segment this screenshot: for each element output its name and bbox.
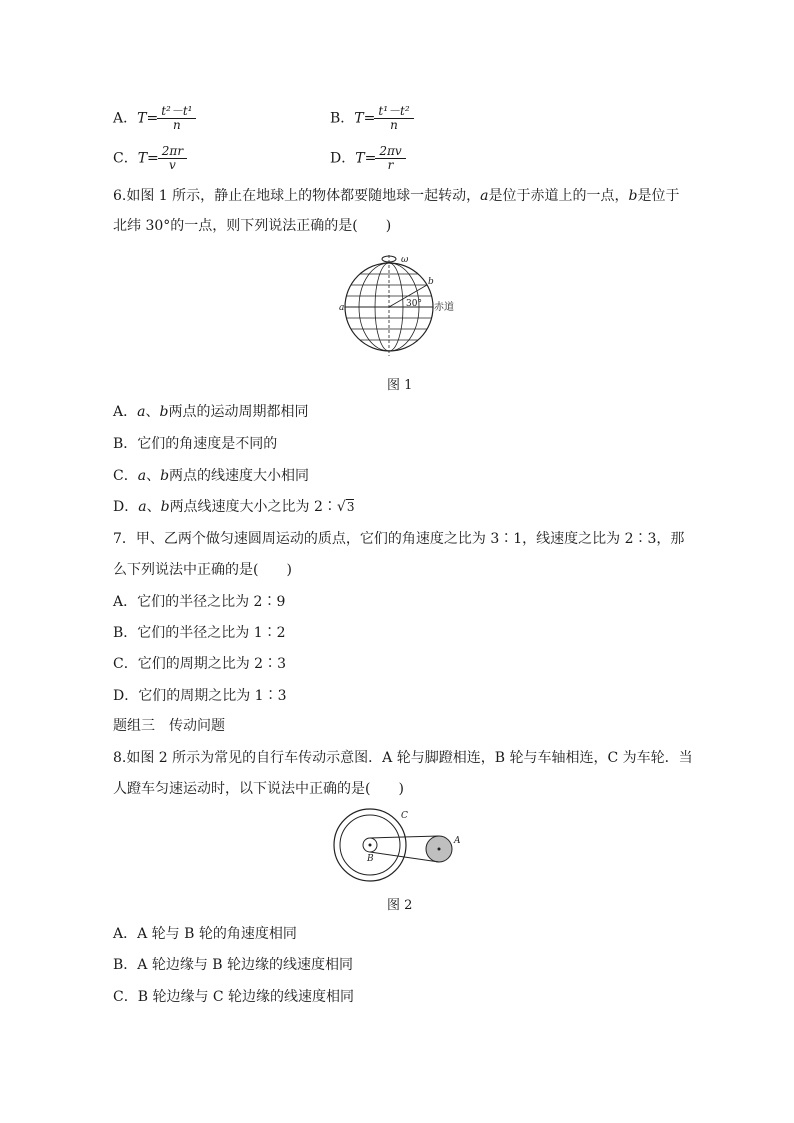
q6-stem-line1: 6.如图 1 所示，静止在地球上的物体都要随地球一起转动，a是位于赤道上的一点，b是位于 [113, 188, 680, 204]
q5-option-a-fraction: $\frac{\text{t²－t¹}}{n}$ [159, 105, 194, 132]
q8-option-c[interactable]: C．B 轮边缘与 C 轮边缘的线速度相同 [113, 989, 355, 1005]
earth-figure [330, 252, 470, 362]
point-b-label: b [428, 277, 434, 287]
q7-stem-line2: 么下列说法中正确的是( ) [113, 562, 292, 578]
q7-option-d[interactable]: D．它们的周期之比为 1∶3 [113, 688, 287, 704]
equator-label: 赤道 [434, 302, 454, 313]
figure1-caption: 图 1 [387, 378, 413, 393]
section-heading: 题组三 传动问题 [113, 718, 225, 734]
q8-option-a[interactable]: A．A 轮与 B 轮的角速度相同 [113, 926, 297, 942]
q5-option-c[interactable]: C．T= $\frac{2\pi r}{v}$ [113, 145, 185, 172]
q8-stem-line2: 人蹬车匀速运动时，以下说法中正确的是( ) [113, 781, 404, 797]
q5-option-c-fraction: $\frac{2\pi r}{v}$ [160, 145, 185, 172]
figure2-caption: 图 2 [387, 898, 413, 913]
sqrt-symbol: √3 [336, 499, 355, 515]
q7-stem-line1: 7．甲、乙两个做匀速圆周运动的质点，它们的角速度之比为 3∶1，线速度之比为 2∶3，那 [113, 531, 685, 547]
bicycle-drive-figure [330, 805, 470, 883]
q7-option-c[interactable]: C．它们的周期之比为 2∶3 [113, 656, 286, 672]
q7-option-a[interactable]: A．它们的半径之比为 2∶9 [113, 594, 286, 610]
wheel-a-label: A [454, 836, 461, 846]
angle-label: 30° [406, 299, 422, 309]
q6-option-a[interactable]: A．a、b两点的运动周期都相同 [113, 404, 309, 420]
q7-option-b[interactable]: B．它们的半径之比为 1∶2 [113, 625, 286, 641]
q5-option-a[interactable]: A．T= $\frac{\text{t²－t¹}}{n}$ [113, 105, 194, 132]
q6-option-d[interactable]: D．a、b两点线速度大小之比为 2∶√3 [113, 499, 355, 515]
point-a-label: a [339, 303, 345, 313]
q6-option-c[interactable]: C．a、b两点的线速度大小相同 [113, 468, 310, 484]
q8-stem-line1: 8.如图 2 所示为常见的自行车传动示意图．A 轮与脚蹬相连，B 轮与车轴相连，C 为车轮．当 [113, 750, 693, 766]
q5-option-d-fraction: $\frac{2\pi v}{r}$ [377, 145, 403, 172]
q5-option-d[interactable]: D．T= $\frac{2\pi v}{r}$ [330, 145, 404, 172]
wheel-b-label: B [367, 854, 374, 864]
q5-option-b-fraction: $\frac{\text{t¹－t²}}{n}$ [376, 105, 411, 132]
q8-option-b[interactable]: B．A 轮边缘与 B 轮边缘的线速度相同 [113, 957, 354, 973]
q6-stem-line2: 北纬 30°的一点，则下列说法正确的是( ) [113, 218, 392, 234]
q6-option-b[interactable]: B．它们的角速度是不同的 [113, 436, 278, 452]
q5-option-b[interactable]: B．T= $\frac{\text{t¹－t²}}{n}$ [330, 105, 412, 132]
omega-label: ω [401, 255, 409, 265]
wheel-c-label: C [401, 811, 408, 821]
